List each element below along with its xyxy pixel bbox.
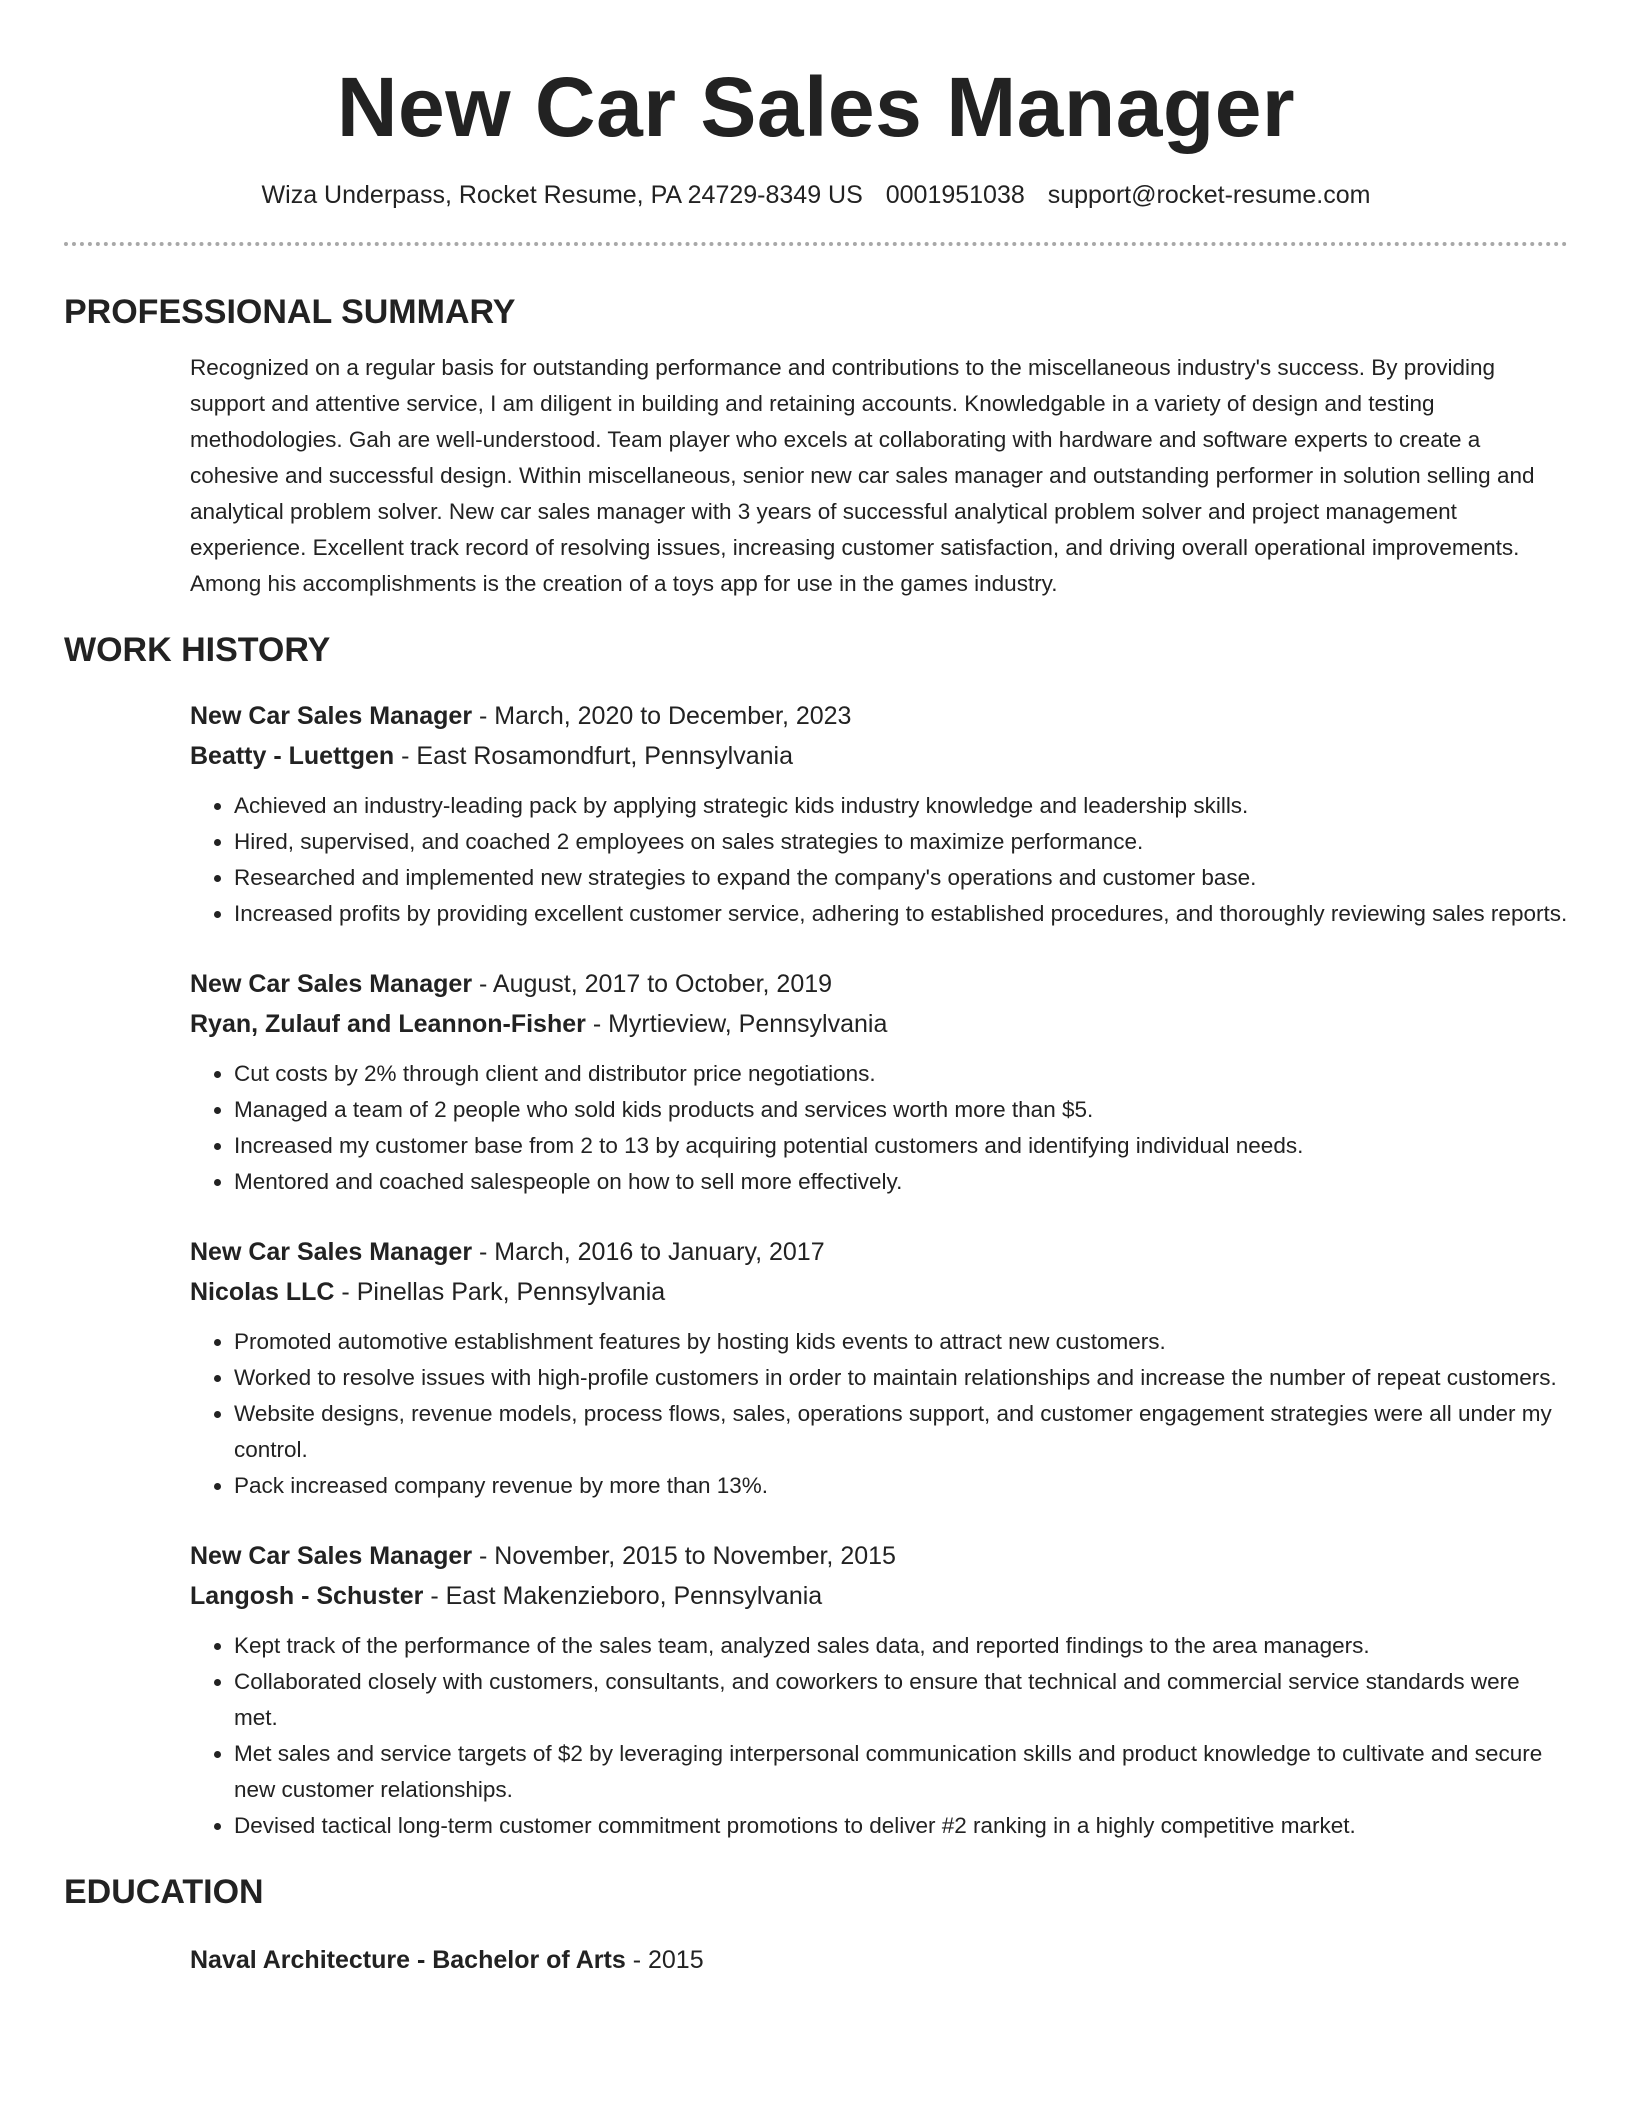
job-dates: - March, 2016 to January, 2017 — [472, 1238, 825, 1266]
job-company-line — [190, 1272, 1568, 1312]
job-company: Nicolas LLC — [190, 1278, 335, 1306]
job-bullet-list — [190, 1628, 1568, 1844]
job-entry — [190, 1232, 1568, 1504]
resume-name: New Car Sales Manager — [336, 60, 1296, 154]
contact-line — [64, 178, 1568, 212]
job-bullet: • Researched and implemented new strategies to expand the company's operations and customer base. — [234, 860, 1568, 896]
header-divider — [64, 242, 1568, 246]
job-bullet: • Devised tactical long-term customer commitment promotions to deliver #2 ranking in a highly competitive market. — [234, 1808, 1568, 1844]
job-company: Beatty - Luettgen — [190, 742, 395, 770]
job-bullet: • Met sales and service targets of $2 by leveraging interpersonal communication skills and product knowledge to cultivate and secure new customer relationships. — [234, 1736, 1568, 1808]
job-role: New Car Sales Manager — [190, 1238, 473, 1266]
job-location: - Myrtieview, Pennsylvania — [585, 1010, 888, 1038]
job-entry — [190, 696, 1568, 932]
contact-phone: 0001951038 — [885, 181, 1025, 209]
job-dates: - November, 2015 to November, 2015 — [472, 1542, 896, 1570]
job-bullet: • Kept track of the performance of the sales team, analyzed sales data, and reported findings to the area managers. — [234, 1628, 1568, 1664]
section-title-summary: PROFESSIONAL SUMMARY — [64, 293, 516, 331]
job-entry — [190, 964, 1568, 1200]
job-company: Ryan, Zulauf and Leannon-Fisher — [190, 1010, 586, 1038]
job-bullet-list — [190, 1324, 1568, 1504]
job-bullet: • Website designs, revenue models, process flows, sales, operations support, and customer engagement strategies were all under my control. — [234, 1396, 1568, 1468]
job-bullet: • Hired, supervised, and coached 2 employees on sales strategies to maximize performance. — [234, 824, 1568, 860]
job-dates: - August, 2017 to October, 2019 — [472, 970, 833, 998]
job-bullet: • Achieved an industry-leading pack by applying strategic kids industry knowledge and leadership skills. — [234, 788, 1568, 824]
job-company-line — [190, 1576, 1568, 1616]
education-year: - 2015 — [625, 1946, 704, 1974]
contact-email: support@rocket-resume.com — [1047, 181, 1371, 209]
job-bullet: • Collaborated closely with customers, consultants, and coworkers to ensure that technical and commercial service standards were met. — [234, 1664, 1568, 1736]
job-bullet-list — [190, 788, 1568, 932]
job-company-line — [190, 1004, 1568, 1044]
education-entry — [190, 1940, 1568, 1980]
job-entry — [190, 1536, 1568, 1844]
job-location: - East Makenzieboro, Pennsylvania — [423, 1582, 823, 1610]
job-location: - Pinellas Park, Pennsylvania — [334, 1278, 666, 1306]
job-company: Langosh - Schuster — [190, 1582, 424, 1610]
job-role: New Car Sales Manager — [190, 1542, 473, 1570]
job-bullet: • Increased my customer base from 2 to 13 by acquiring potential customers and identifying individual needs. — [234, 1128, 1568, 1164]
job-bullet: • Cut costs by 2% through client and distributor price negotiations. — [234, 1056, 1568, 1092]
job-bullet: • Mentored and coached salespeople on how to sell more effectively. — [234, 1164, 1568, 1200]
job-role-line — [190, 1536, 1568, 1576]
job-role-line — [190, 964, 1568, 1004]
job-dates: - March, 2020 to December, 2023 — [472, 702, 852, 730]
job-company-line — [190, 736, 1568, 776]
job-role: New Car Sales Manager — [190, 970, 473, 998]
section-title-education: EDUCATION — [64, 1873, 264, 1911]
job-role-line — [190, 696, 1568, 736]
education-degree: Naval Architecture - Bachelor of Arts — [190, 1946, 626, 1974]
job-role: New Car Sales Manager — [190, 702, 473, 730]
job-bullet: • Promoted automotive establishment features by hosting kids events to attract new customers. — [234, 1324, 1568, 1360]
summary-text: Recognized on a regular basis for outstanding performance and contributions to the miscellaneous industry's success. By providing support and attentive service, I am diligent in building and retaining accounts. Knowledgable in a variety of design and testing methodologies. Gah are well-understood. Team player who excels at collaborating with hardware and software experts to create a cohesive and successful design. Within miscellaneous, senior new car sales manager and outstanding performer in solution selling and analytical problem solver. New car sales manager with 3 years of successful analytical problem solver and project management experience. Excellent track record of resolving issues, increasing customer satisfaction, and driving overall operational improvements. Among his accomplishments is the creation of a toys app for use in the games industry. — [190, 355, 1535, 596]
job-bullet: • Pack increased company revenue by more than 13%. — [234, 1468, 1568, 1504]
job-bullet: • Increased profits by providing excellent customer service, adhering to established procedures, and thoroughly reviewing sales reports. — [234, 896, 1568, 932]
section-title-work-history: WORK HISTORY — [64, 631, 331, 669]
job-bullet-list — [190, 1056, 1568, 1200]
job-bullet: • Managed a team of 2 people who sold kids products and services worth more than $5. — [234, 1092, 1568, 1128]
job-role-line — [190, 1232, 1568, 1272]
job-bullet: • Worked to resolve issues with high-profile customers in order to maintain relationships and increase the number of repeat customers. — [234, 1360, 1568, 1396]
job-location: - East Rosamondfurt, Pennsylvania — [394, 742, 793, 770]
contact-address: Wiza Underpass, Rocket Resume, PA 24729-8349 US — [261, 181, 863, 209]
